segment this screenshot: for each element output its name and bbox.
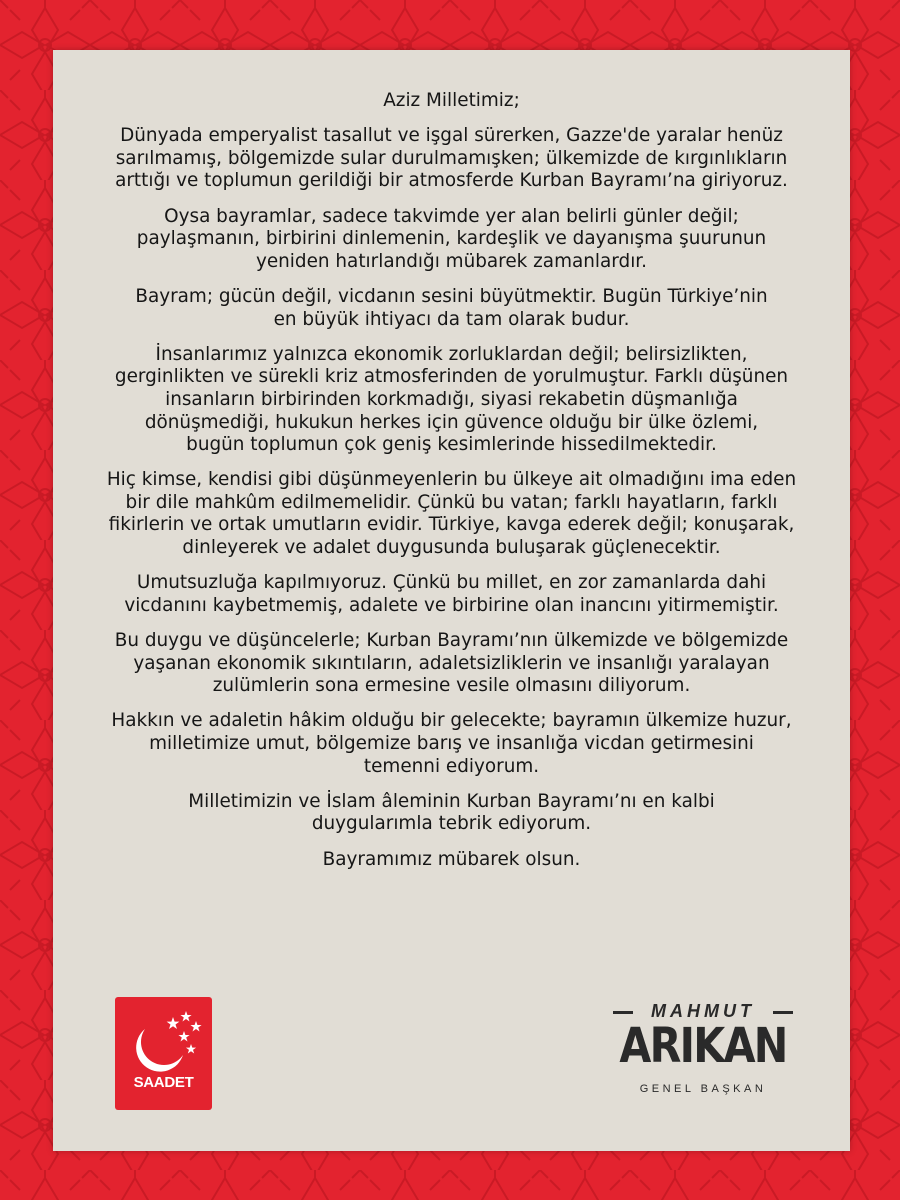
signature-role: GENEL BAŞKAN (639, 1083, 767, 1095)
letter-greeting (53, 90, 850, 113)
paragraph-line: gerginlikten ve sürekli kriz atmosferinden de yorulmuştur. Farklı düşünen (114, 366, 789, 388)
paragraph-line: Dünyada emperyalist tasallut ve işgal sürerken, Gazze'de yaralar henüz (120, 125, 783, 147)
paragraph-line: Bayram; gücün değil, vicdanın sesini büyütmektir. Bugün Türkiye’nin (135, 285, 768, 307)
letter-paragraph (53, 791, 850, 836)
letter-paragraph (53, 286, 850, 331)
paragraph-line: Bu duygu ve düşüncelerle; Kurban Bayramı’nın ülkemizde ve bölgemizde (114, 630, 789, 652)
paragraph-line: dinleyerek ve adalet duygusunda buluşarak güçlenecektir. (182, 537, 721, 559)
letter-paragraph (53, 206, 850, 274)
saadet-logo (115, 997, 212, 1110)
letter-body (53, 90, 850, 884)
paragraph-line: temenni ediyorum. (363, 755, 540, 777)
paragraph-line: Milletimizin ve İslam âleminin Kurban Bayramı’nı en kalbi (188, 790, 715, 812)
paragraph-line: fikirlerin ve ortak umutların evidir. Türkiye, kavga ederek değil; konuşarak, (108, 514, 795, 536)
paragraph-line: Hakkın ve adaletin hâkim olduğu bir gelecekte; bayramın ülkemize huzur, (111, 710, 792, 732)
paragraph-line: yaşanan ekonomik sıkıntıların, adaletsizliklerin ve insanlığı yaralayan (133, 652, 770, 674)
signature-first-name: MAHMUT (651, 1001, 755, 1021)
letter-paragraph (53, 630, 850, 698)
paragraph-line: dönüşmediği, hukukun herkes için güvence olduğu bir ülke özlemi, (144, 411, 759, 433)
letter-paragraph (53, 572, 850, 617)
divider (773, 1011, 793, 1014)
paragraph-line: arttığı ve toplumun gerildiği bir atmosferde Kurban Bayramı’na giriyoruz. (115, 170, 788, 192)
greeting-line: Aziz Milletimiz; (383, 90, 520, 111)
paragraph-line: bir dile mahkûm edilmemelidir. Çünkü bu vatan; farklı hayatların, farklı (125, 491, 778, 513)
divider (613, 1011, 633, 1014)
letter-paragraph (53, 125, 850, 193)
letter-paragraph (53, 344, 850, 457)
paragraph-line: vicdanını kaybetmemiş, adalete ve birbirine olan inancını yitirmemiştir. (124, 594, 779, 616)
paragraph-line: Hiç kimse, kendisi gibi düşünmeyenlerin bu ülkeye ait olmadığını ima eden (106, 469, 797, 491)
paragraph-line: en büyük ihtiyacı da tam olarak budur. (273, 308, 630, 330)
letter-paragraph (53, 849, 850, 872)
signature-last-name: ARIKAN (619, 1018, 787, 1074)
logo-wordmark: SAADET (133, 1074, 194, 1091)
paragraph-line: milletimize umut, bölgemize barış ve insanlığa vicdan getirmesini (149, 733, 754, 754)
paragraph-line: duygularımla tebrik ediyorum. (311, 813, 592, 835)
paragraph-line: yeniden hatırlandığı mübarek zamanlardır. (255, 250, 648, 272)
paragraph-line: Umutsuzluğa kapılmıyoruz. Çünkü bu millet, en zor zamanlarda dahi (136, 572, 767, 594)
letter-paragraph (53, 469, 850, 559)
paragraph-line: bugün toplumun çok geniş kesimlerinde hissedilmektedir. (186, 434, 717, 456)
paragraph-line: Bayramımız mübarek olsun. (322, 848, 581, 870)
paragraph-line: paylaşmanın, birbirini dinlemenin, kardeşlik ve dayanışma şuurunun (136, 228, 767, 250)
signature-block (603, 1000, 803, 1110)
paragraph-line: zulümlerin sona ermesine vesile olmasını diliyorum. (212, 675, 691, 697)
crescent-star-icon (115, 997, 212, 1077)
letter-paragraph (53, 710, 850, 778)
paragraph-line: sarılmamış, bölgemizde sular durulmamışken; ülkemizde de kırgınlıkların (115, 147, 788, 169)
paragraph-line: insanların birbirinden korkmadığı, siyasi rekabetin düşmanlığa (165, 388, 738, 410)
paragraph-line: Oysa bayramlar, sadece takvimde yer alan belirli günler değil; (164, 205, 739, 227)
letter-card (53, 50, 850, 1151)
paragraph-line: İnsanlarımız yalnızca ekonomik zorluklardan değil; belirsizlikten, (155, 343, 748, 365)
